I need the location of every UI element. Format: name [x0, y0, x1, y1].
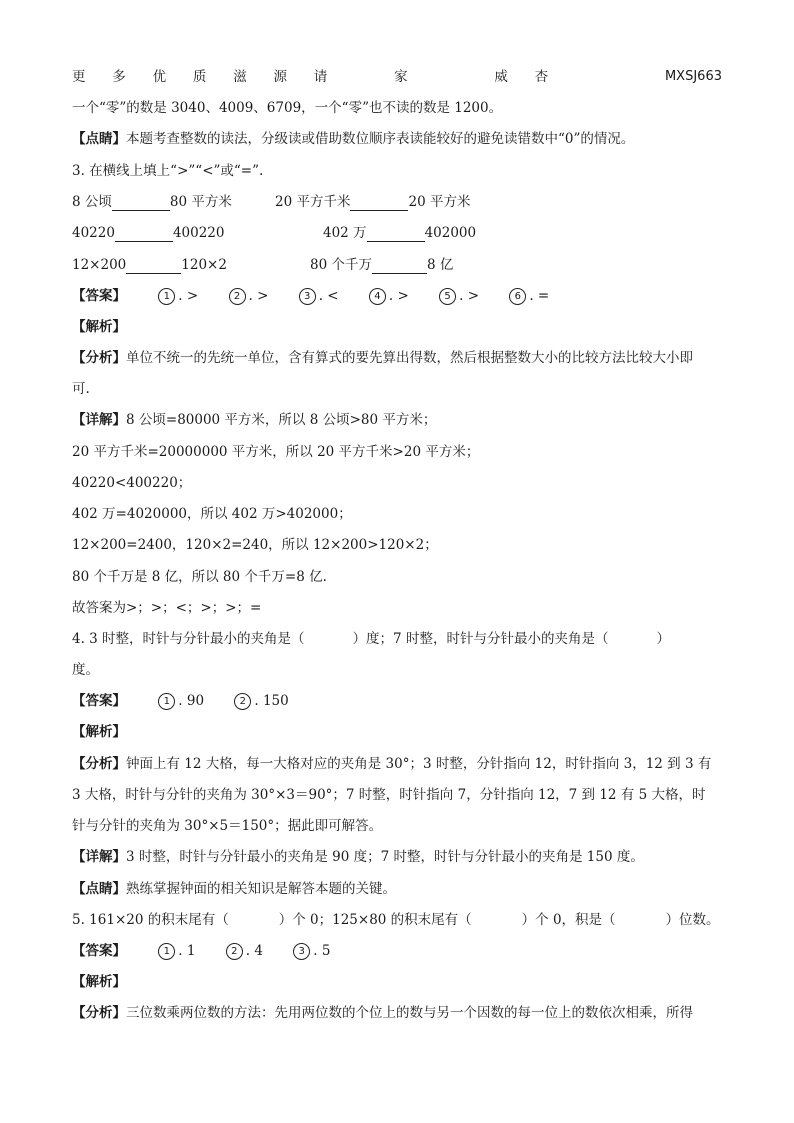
answer-item [234, 692, 288, 710]
compare-right: 80 平方米 [169, 194, 232, 210]
q4-analysis-3: 针与分针的夹角为 30°×5＝150°；据此即可解答。 [72, 818, 383, 834]
jiexi-tag: 【解析】 [72, 974, 126, 990]
compare-right: 8 亿 [426, 257, 454, 273]
answer-item [158, 942, 195, 960]
q3-stem: 3. 在横线上填上“>”“<”或“=”. [72, 163, 264, 179]
jiexi-tag: 【解析】 [72, 724, 126, 740]
q3-row-1b [275, 193, 470, 211]
stem-part: ） [656, 631, 670, 647]
answer-item [299, 287, 339, 305]
answer-value: . 1 [178, 943, 196, 959]
circled-number: 2 [229, 288, 246, 305]
answer-value: . > [248, 288, 269, 304]
answer-item [293, 942, 330, 960]
q3-row-3b [310, 256, 453, 274]
circled-number: 2 [226, 943, 243, 960]
q4-analysis-1 [72, 755, 711, 773]
point-text: 本题考查整数的读法，分级读或借助数位顺序表读能较好的避免读错数中“0”的情况。 [126, 131, 635, 147]
analysis-tag: 【分析】 [72, 350, 126, 366]
q3-conclusion: 故答案为>；>；<；>；>；= [72, 600, 262, 616]
circled-number: 5 [439, 288, 456, 305]
q3-detail-3: 40220<400220； [72, 475, 192, 491]
fill-blank[interactable] [112, 196, 170, 211]
header-char: 优 [152, 69, 167, 85]
q3-detail-1 [72, 411, 436, 429]
page-header [72, 68, 722, 86]
q3-detail-6: 80 个千万是 8 亿，所以 80 个千万=8 亿. [72, 569, 327, 585]
answer-tag: 【答案】 [72, 693, 126, 709]
answer-item [439, 287, 479, 305]
answer-value: . 90 [178, 693, 205, 709]
header-char: 请 [313, 69, 328, 85]
q3-detail-5: 12×200=2400，120×2=240，所以 12×200>120×2； [72, 537, 438, 553]
q2-point [72, 130, 634, 148]
detail-text: 3 时整，时针与分针最小的夹角是 90 度；7 时整，时针与分针最小的夹角是 150 度。 [126, 849, 644, 865]
header-char: 源 [273, 69, 287, 85]
answer-value: . < [318, 288, 339, 304]
analysis-tag: 【分析】 [72, 756, 126, 772]
answer-item [229, 287, 269, 305]
analysis-text: 钟面上有 12 大格，每一大格对应的夹角是 30°；3 时整，分针指向 12，时针指向 3，12 到 3 有 [126, 756, 712, 772]
q4-detail [72, 848, 644, 866]
compare-right: 20 平方米 [408, 194, 471, 210]
q5-analysis-1 [72, 1004, 693, 1022]
circled-number: 1 [158, 943, 175, 960]
q2-tail-text: 一个“零”的数是 3040、4009、6709，一个“零”也不读的数是 1200。 [72, 100, 503, 116]
header-char: 杏 [534, 69, 549, 85]
answer-value: . > [178, 288, 199, 304]
fill-blank[interactable] [126, 259, 181, 274]
q3-detail-4: 402 万=4020000，所以 402 万>402000； [72, 506, 352, 522]
compare-left: 12×200 [72, 257, 127, 273]
header-char: 滋 [233, 69, 247, 85]
detail-tag: 【详解】 [72, 849, 126, 865]
compare-left: 20 平方千米 [275, 194, 351, 210]
jiexi-tag: 【解析】 [72, 319, 126, 335]
compare-left: 8 公顷 [72, 194, 112, 210]
q5-answer [72, 942, 356, 960]
q3-row-2 [72, 224, 225, 242]
analysis-tag: 【分析】 [72, 1005, 126, 1021]
stem-part: 5. 161×20 的积末尾有（ [72, 912, 229, 928]
circled-number: 3 [293, 943, 310, 960]
answer-value: . 150 [254, 693, 289, 709]
fill-blank[interactable] [372, 259, 427, 274]
header-char: 多 [112, 69, 126, 85]
stem-part: ）位数。 [665, 912, 720, 928]
point-tag: 【点睛】 [72, 131, 126, 147]
analysis-text: 单位不统一的先统一单位，含有算式的要先算出得数，然后根据整数大小的比较方法比较大小即 [126, 350, 693, 366]
answer-item [158, 692, 204, 710]
fill-blank[interactable] [115, 227, 173, 242]
stem-part: 4. 3 时整，时针与分针最小的夹角是（ [72, 631, 305, 647]
q3-row-2b [323, 224, 476, 242]
q3-analysis-2: 可. [72, 381, 90, 397]
q3-detail-2: 20 平方千米=20000000 平方米，所以 20 平方千米>20 平方米； [72, 444, 480, 460]
circled-number: 3 [299, 288, 316, 305]
stem-part: ）个 0，积是（ [521, 912, 616, 928]
detail-tag: 【详解】 [72, 412, 126, 428]
circled-number: 1 [158, 288, 175, 305]
answer-value: . > [459, 288, 480, 304]
answer-item [158, 287, 198, 305]
answer-item [226, 942, 263, 960]
stem-part: ）个 0；125×80 的积末尾有（ [278, 912, 472, 928]
answer-value: . > [388, 288, 409, 304]
q3-row-1 [72, 193, 232, 211]
q3-answer [72, 287, 575, 305]
compare-left: 40220 [72, 225, 115, 241]
answer-value: . = [529, 288, 550, 304]
circled-number: 1 [158, 693, 175, 710]
compare-left: 402 万 [323, 225, 367, 241]
q4-analysis-2: 3 大格，时针与分针的夹角为 30°×3＝90°；7 时整，时针指向 7，分针指向 12，7 到 12 有 5 大格，时 [72, 787, 706, 803]
detail-text: 8 公顷=80000 平方米，所以 8 公顷>80 平方米； [126, 412, 437, 428]
point-tag: 【点睛】 [72, 881, 126, 897]
compare-left: 80 个千万 [310, 257, 372, 273]
q4-answer [72, 692, 315, 710]
answer-tag: 【答案】 [72, 943, 126, 959]
q4-stem [72, 630, 670, 648]
fill-blank[interactable] [367, 227, 425, 242]
answer-item [509, 287, 549, 305]
circled-number: 2 [234, 693, 251, 710]
compare-right: 400220 [172, 225, 225, 241]
header-char: 质 [192, 69, 207, 85]
compare-right: 402000 [424, 225, 477, 241]
answer-value: . 4 [245, 943, 263, 959]
q5-stem [72, 911, 720, 929]
header-char: 威 [494, 69, 508, 85]
header-code: MXSJ663 [664, 69, 722, 84]
point-text: 熟练掌握钟面的相关知识是解答本题的关键。 [126, 881, 396, 897]
analysis-text: 三位数乘两位数的方法：先用两位数的个位上的数与另一个因数的每一位上的数依次相乘，所得 [126, 1005, 693, 1021]
q4-point [72, 880, 396, 898]
circled-number: 4 [369, 288, 386, 305]
header-char: 更 [72, 69, 86, 85]
answer-value: . 5 [313, 943, 331, 959]
stem-part: ）度；7 时整，时针与分针最小的夹角是（ [352, 631, 609, 647]
circled-number: 6 [509, 288, 526, 305]
fill-blank[interactable] [350, 196, 408, 211]
q3-analysis-1 [72, 349, 693, 367]
compare-right: 120×2 [181, 257, 227, 273]
answer-item [369, 287, 409, 305]
header-char: 家 [394, 69, 408, 85]
answer-tag: 【答案】 [72, 288, 126, 304]
q3-row-3 [72, 256, 227, 274]
q4-stem-2: 度。 [72, 662, 99, 678]
